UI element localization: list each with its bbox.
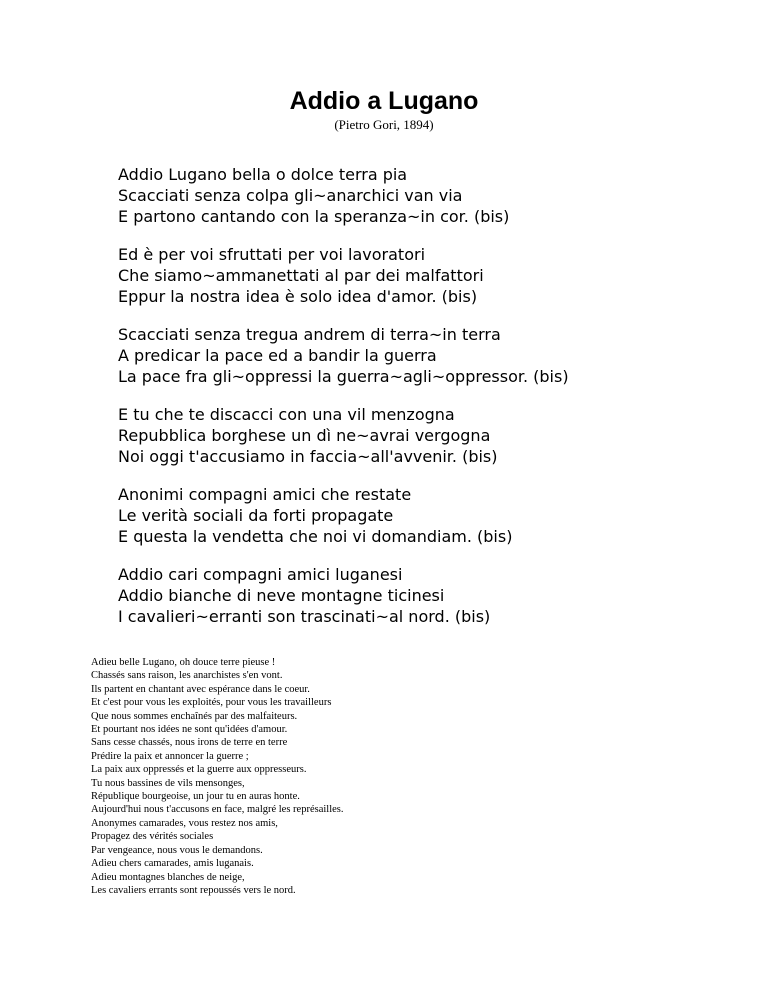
lyric-line: E partono cantando con la speranza~in cor. (bis) xyxy=(118,207,510,226)
stanza xyxy=(118,164,758,227)
translation-line: Tu nous bassines de vils mensonges, xyxy=(91,777,245,789)
lyric-line: I cavalieri~erranti son trascinati~al nord. (bis) xyxy=(118,607,491,626)
lyric-line: Eppur la nostra idea è solo idea d'amor. (bis) xyxy=(118,287,478,306)
translation-line: Adieu chers camarades, amis luganais. xyxy=(91,858,254,870)
translation-line: Aujourd'hui nous t'accusons en face, malgré les représailles. xyxy=(91,804,344,816)
lyric-line: Repubblica borghese un dì ne~avrai vergogna xyxy=(118,426,491,445)
lyric-line: A predicar la pace ed a bandir la guerra xyxy=(118,346,437,365)
stanza xyxy=(118,324,758,387)
lyric-line: E tu che te discacci con una vil menzogna xyxy=(118,405,455,424)
stanza xyxy=(118,404,758,467)
translation-line: Par vengeance, nous vous le demandons. xyxy=(91,844,263,856)
translation-line: Les cavaliers errants sont repoussés vers le nord. xyxy=(91,884,296,896)
lyric-line: Le verità sociali da forti propagate xyxy=(118,506,394,525)
translation-line: Adieu montagnes blanches de neige, xyxy=(91,871,245,883)
lyric-line: Anonimi compagni amici che restate xyxy=(118,485,412,504)
translation-line: Chassés sans raison, les anarchistes s'en vont. xyxy=(91,670,283,682)
stanza xyxy=(118,244,758,307)
stanza xyxy=(118,484,758,547)
lyric-line: Addio bianche di neve montagne ticinesi xyxy=(118,586,445,605)
translation-line: Et pourtant nos idées ne sont qu'idées d'amour. xyxy=(91,724,288,736)
french-translation xyxy=(91,656,751,897)
page-title: Addio a Lugano xyxy=(289,87,479,115)
italian-lyrics xyxy=(118,164,758,644)
translation-line: Que nous sommes enchaînés par des malfaiteurs. xyxy=(91,710,298,722)
lyric-line: Addio cari compagni amici luganesi xyxy=(118,565,403,584)
stanza xyxy=(118,564,758,627)
lyric-line: E questa la vendetta che noi vi domandiam. (bis) xyxy=(118,527,513,546)
lyric-line: Scacciati senza tregua andrem di terra~in terra xyxy=(118,325,501,344)
lyric-line: Addio Lugano bella o dolce terra pia xyxy=(118,165,408,184)
lyric-line: Noi oggi t'accusiamo in faccia~all'avvenir. (bis) xyxy=(118,447,498,466)
translation-line: Sans cesse chassés, nous irons de terre en terre xyxy=(91,737,288,749)
lyric-line: La pace fra gli~oppressi la guerra~agli~oppressor. (bis) xyxy=(118,367,569,386)
lyric-line: Che siamo~ammanettati al par dei malfattori xyxy=(118,266,484,285)
translation-line: Adieu belle Lugano, oh douce terre pieuse ! xyxy=(91,657,276,668)
translation-line: La paix aux oppressés et la guerre aux oppresseurs. xyxy=(91,764,307,776)
page-subtitle: (Pietro Gori, 1894) xyxy=(334,117,434,132)
translation-line: Ils partent en chantant avec espérance dans le coeur. xyxy=(91,683,310,695)
translation-line: République bourgeoise, un jour tu en auras honte. xyxy=(91,791,300,803)
translation-line: Propagez des vérités sociales xyxy=(91,831,214,843)
translation-line: Anonymes camarades, vous restez nos amis, xyxy=(91,817,278,829)
lyric-line: Ed è per voi sfruttati per voi lavoratori xyxy=(118,245,426,264)
translation-line: Et c'est pour vous les exploités, pour vous les travailleurs xyxy=(91,697,332,709)
translation-line: Prédire la paix et annoncer la guerre ; xyxy=(91,750,249,762)
lyric-line: Scacciati senza colpa gli~anarchici van via xyxy=(118,186,463,205)
